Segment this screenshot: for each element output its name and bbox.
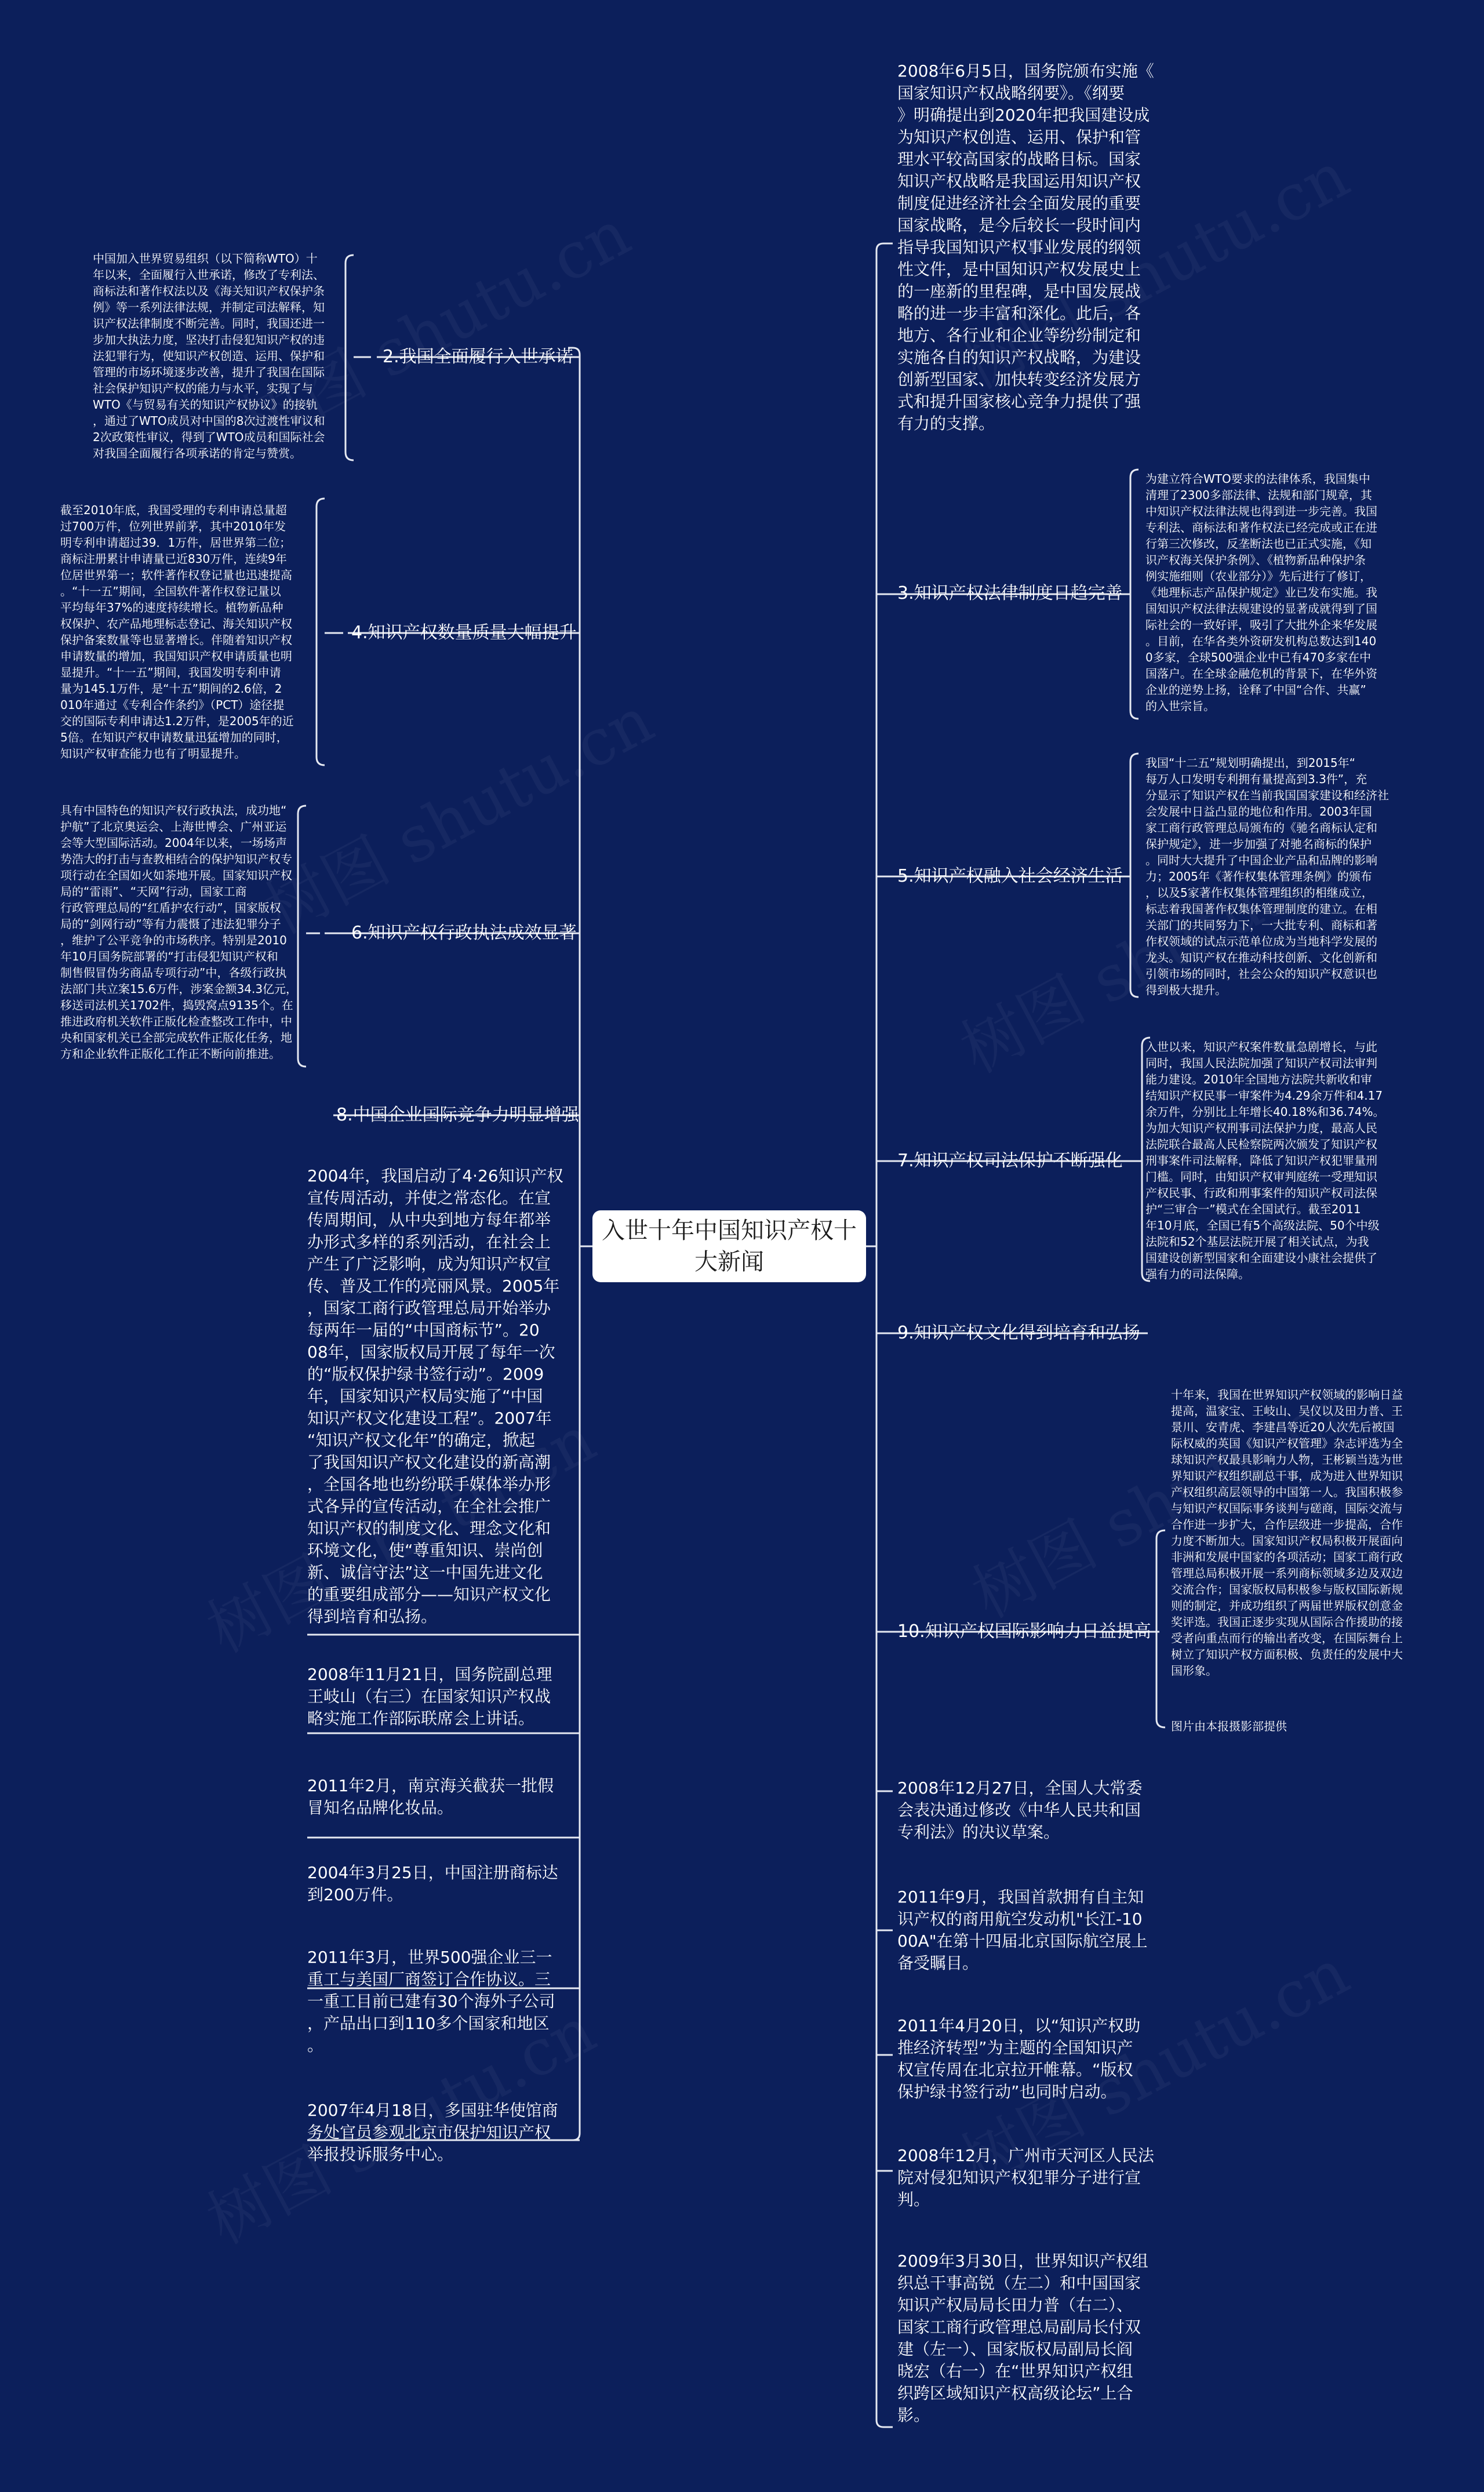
detail-8: 2004年，我国启动了4·26知识产权 宣传周活动，并使之常态化。在宣 传周期间，从中央到地方每年都举 办形式多样的系列活动，在社会上 产生了广泛影响，成为知识产权宣 传、普及工作的亮丽风景。2005年 ，国家工商行政管理总局开始举办 每两年一届的“中国商标节”。20 08年，国家版权局开展了每年一次 的“版权保护绿书签行动”。2009 年，国家知识产权局实施了“中国 知识产权文化建设工程”。2007年 “知识产权文化年”的确定，掀起 了我国知识产权文化建设的新高潮 ，全国各地也纷纷联手媒体举办形 式各异的宣传活动，在全社会推广 知识产权的制度文化、理念文化和 环境文化，使“尊重知识、崇尚创 新、诚信守法”这一中国先进文化 的重要组成部分——知识产权文化 得到培育和弘扬。 bbox=[307, 1166, 563, 1626]
branch-2[interactable]: 2.我国全面履行入世承诺 bbox=[383, 347, 573, 367]
detail-3: 为建立符合WTO要求的法律体系，我国集中 清理了2300多部法律、法规和部门规章，其 中知识产权法律法规也得到进一步完善。我国 专利法、商标法和著作权法已经完成或正在进 行第三次修改，反垄断法也已正式实施，《知 识产权海关保护条例》、《植物新品种保护条 例实施细则（农业部分）》先后进行了修订， 《地理标志产品保护规定》业已发布实施。我 国知识产权法律法规建设的显著成就得到了国 际社会的一致好评，吸引了大批外企来华发展 。目前，在华各类外资研发机构总数达到140 0多家，全球500强企业中已有470多家在中 国落户。在全球金融危机的背景下，在华外资 企业的逆势上扬，诠释了中国“合作、共赢” 的入世宗旨。 bbox=[1145, 472, 1377, 713]
branch-10[interactable]: 10.知识产权国际影响力日益提高 bbox=[897, 1621, 1151, 1642]
detail-5: 我国“十二五”规划明确提出，到2015年“ 每万人口发明专利拥有量提高到3.3件”，充 分显示了知识产权在当前我国国家建设和经济社 会发展中日益凸显的地位和作用。2003年国 家工商行政管理总局颁布的《驰名商标认定和 保护规定》，进一步加强了对驰名商标的保护 。同时大大提升了中国企业产品和品牌的影响 力；2005年《著作权集体管理条例》的颁布 ，以及5家著作权集体管理组织的相继成立， 标志着我国著作权集体管理制度的建立。在相 关部门的共同努力下，一大批专利、商标和著 作权领域的试点示范单位成为当地科学发展的 龙头。知识产权在推动科技创新、文化创新和 引领市场的同时，社会公众的知识产权意识也 得到极大提升。 bbox=[1145, 756, 1389, 997]
central-topic[interactable]: 入世十年中国知识产权十 大新闻 bbox=[592, 1210, 866, 1282]
event-right-5: 2009年3月30日，世界知识产权组 织总干事高锐（左二）和中国国家 知识产权局局长田力普（右二）、 国家工商行政管理总局副局长付双 建（左一）、国家版权局副局长阎 晓宏（右一）在“世界知识产权组 织跨区域知识产权高级论坛”上合 影。 bbox=[897, 2251, 1148, 2425]
branch-9[interactable]: 9.知识产权文化得到培育和弘扬 bbox=[897, 1323, 1140, 1343]
event-right-2: 2011年9月，我国首款拥有自主知 识产权的商用航空发动机"长江-10 00A"在第十四届北京国际航空展上 备受瞩目。 bbox=[897, 1887, 1148, 1973]
branch-5[interactable]: 5.知识产权融入社会经济生活 bbox=[897, 866, 1123, 886]
event-right-3: 2011年4月20日，以“知识产权助 推经济转型”为主题的全国知识产 权宣传周在北京拉开帷幕。“版权 保护绿书签行动”也同时启动。 bbox=[897, 2016, 1141, 2101]
branch-6[interactable]: 6.知识产权行政执法成效显著 bbox=[351, 923, 577, 943]
detail-7: 入世以来，知识产权案件数量急剧增长，与此 同时，我国人民法院加强了知识产权司法审判 能力建设。2010年全国地方法院共新收和审 结知识产权民事一审案件为4.29余万件和4.17 余万件，分别比上年增长40.18%和36.74%。 为加大知识产权刑事司法保护力度，最高人民 法院联合最高人民检察院两次颁发了知识产权 刑事案件司法解释，降低了知识产权犯罪量刑 门槛。同时，由知识产权审判庭统一受理知识 产权民事、行政和刑事案件的知识产权司法保 护“三审合一”模式在全国试行。截至2011 年10月底，全国已有5个高级法院、50个中级 法院和52个基层法院开展了相关试点，为我 国建设创新型国家和全面建设小康社会提供了 强有力的司法保障。 bbox=[1145, 1040, 1385, 1281]
detail-6: 具有中国特色的知识产权行政执法，成功地“ 护航”了北京奥运会、上海世博会、广州亚运 会等大型国际活动。2004年以来，一场场声 势浩大的打击与查教相结合的保护知识产权专 项行动在全国如火如荼地开展。国家知识产权 局的“雷雨”、“天网”行动，国家工商 行政管理总局的“红盾护农行动”，国家版权 局的“剑网行动”等有力震慑了违法犯罪分子 ，维护了公平竞争的市场秩序。特别是2010 年10月国务院部署的“打击侵犯知识产权和 制售假冒伪劣商品专项行动”中，各级行政执 法部门共立案15.6万件，涉案金额34.3亿元， 移送司法机关1702件，捣毁窝点9135个。在 推进政府机关软件正版化检查整改工作中，中 央和国家机关已全部完成软件正版化任务，地 方和企业软件正版化工作正不断向前推进。 bbox=[60, 803, 298, 1061]
event-left-2: 2011年2月，南京海关截获一批假 冒知名品牌化妆品。 bbox=[307, 1776, 554, 1817]
detail-10: 十年来，我国在世界知识产权领域的影响日益 提高，温家宝、王岐山、吴仪以及田力普、王 景川、安青虎、李建昌等近20人次先后被国 际权威的英国《知识产权管理》杂志评选为全 球知识产权最具影响力人物，王彬颖当选为世 界知识产权组织副总干事，成为进入世界知识 产权组织高层领导的中国第一人。我国积极参 与知识产权国际事务谈判与磋商，国际交流与 合作进一步扩大，合作层级进一步提高，合作 力度不断加大。国家知识产权局积极开展面向 非洲和发展中国家的各项活动；国家工商行政 管理总局积极开展一系列商标领域多边及双边 交流合作；国家版权局积极参与版权国际新规 则的制定，并成功组织了两届世界版权创意金 奖评选。我国正逐步实现从国际合作援助的接 受者向重点而行的输出者改变，在国际舞台上 树立了知识产权方面积极、负责任的发展中大 国形象。 bbox=[1171, 1388, 1403, 1678]
event-right-4: 2008年12月，广州市天河区人民法 院对侵犯知识产权犯罪分子进行宣 判。 bbox=[897, 2146, 1154, 2209]
event-left-4: 2011年3月，世界500强企业三一 重工与美国厂商签订合作协议。三 一重工目前已建有30个海外子公司 ，产品出口到110多个国家和地区 。 bbox=[307, 1948, 555, 2055]
branch-8[interactable]: 8.中国企业国际竞争力明显增强 bbox=[336, 1105, 579, 1125]
detail-4: 截至2010年底，我国受理的专利申请总量超 过700万件，位列世界前茅，其中2010年发 明专利申请超过39．1万件，居世界第二位； 商标注册累计申请量已近830万件，连续9年 位居世界第一；软件著作权登记量也迅速提高 。“十一五”期间，全国软件著作权登记量以 平均每年37%的速度持续增长。植物新品种 权保护、农产品地理标志登记、海关知识产权 保护备案数量等也显著增长。伴随着知识产权 申请数量的增加，我国知识产权申请质量也明 显提升。“十一五”期间，我国发明专利申请 量为145.1万件，是“十五”期间的2.6倍，2 010年通过《专利合作条约》（PCT）途径提 交的国际专利申请达1.2万件，是2005年的近 5倍。在知识产权申请数量迅猛增加的同时， 知识产权审查能力也有了明显提升。 bbox=[60, 503, 294, 761]
detail-2: 中国加入世界贸易组织（以下简称WTO）十 年以来，全面履行入世承诺，修改了专利法、 商标法和著作权法以及《海关知识产权保护条 例》等一系列法律法规，并制定司法解释，知 识产权法律制度不断完善。同时，我国还进一 步加大执法力度，坚决打击侵犯知识产权的违 法犯罪行为，使知识产权创造、运用、保护和 管理的市场环境逐步改善，提升了我国在国际 社会保护知识产权的能力与水平，实现了与 WTO《与贸易有关的知识产权协议》的接轨 ，通过了WTO成员对中国的8次过渡性审议和 2次政策性审议，得到了WTO成员和国际社会 对我国全面履行各项承诺的肯定与赞赏。 bbox=[93, 252, 325, 460]
branch-7[interactable]: 7.知识产权司法保护不断强化 bbox=[897, 1151, 1123, 1171]
branch-4[interactable]: 4.知识产权数量质量大幅提升 bbox=[351, 623, 577, 643]
detail-10-photo-credit: 图片由本报摄影部提供 bbox=[1171, 1719, 1287, 1733]
event-left-1: 2008年11月21日，国务院副总理 王岐山（右三）在国家知识产权战 略实施工作部际联席会上讲话。 bbox=[307, 1665, 552, 1728]
event-right-1: 2008年12月27日，全国人大常委 会表决通过修改《中华人民共和国 专利法》的决议草案。 bbox=[897, 1778, 1143, 1842]
branch-3[interactable]: 3.知识产权法律制度日趋完善 bbox=[897, 583, 1123, 603]
intro-right: 2008年6月5日，国务院颁布实施《 国家知识产权战略纲要》。《纲要 》明确提出到2020年把我国建设成 为知识产权创造、运用、保护和管 理水平较高国家的战略目标。国家 知识产权战略是我国运用知识产权 制度促进经济社会全面发展的重要 国家战略，是今后较长一段时间内 指导我国知识产权事业发展的纲领 性文件，是中国知识产权发展史上 的一座新的里程碑，是中国发展战 略的进一步丰富和深化。此后，各 地方、各行业和企业等纷纷制定和 实施各自的知识产权战略，为建设 创新型国家、加快转变经济发展方 式和提升国家核心竞争力提供了强 有力的支撑。 bbox=[897, 61, 1154, 433]
event-left-5: 2007年4月18日，多国驻华使馆商 务处官员参观北京市保护知识产权 举报投诉服务中心。 bbox=[307, 2101, 558, 2164]
event-left-3: 2004年3月25日，中国注册商标达 到200万件。 bbox=[307, 1863, 558, 1904]
